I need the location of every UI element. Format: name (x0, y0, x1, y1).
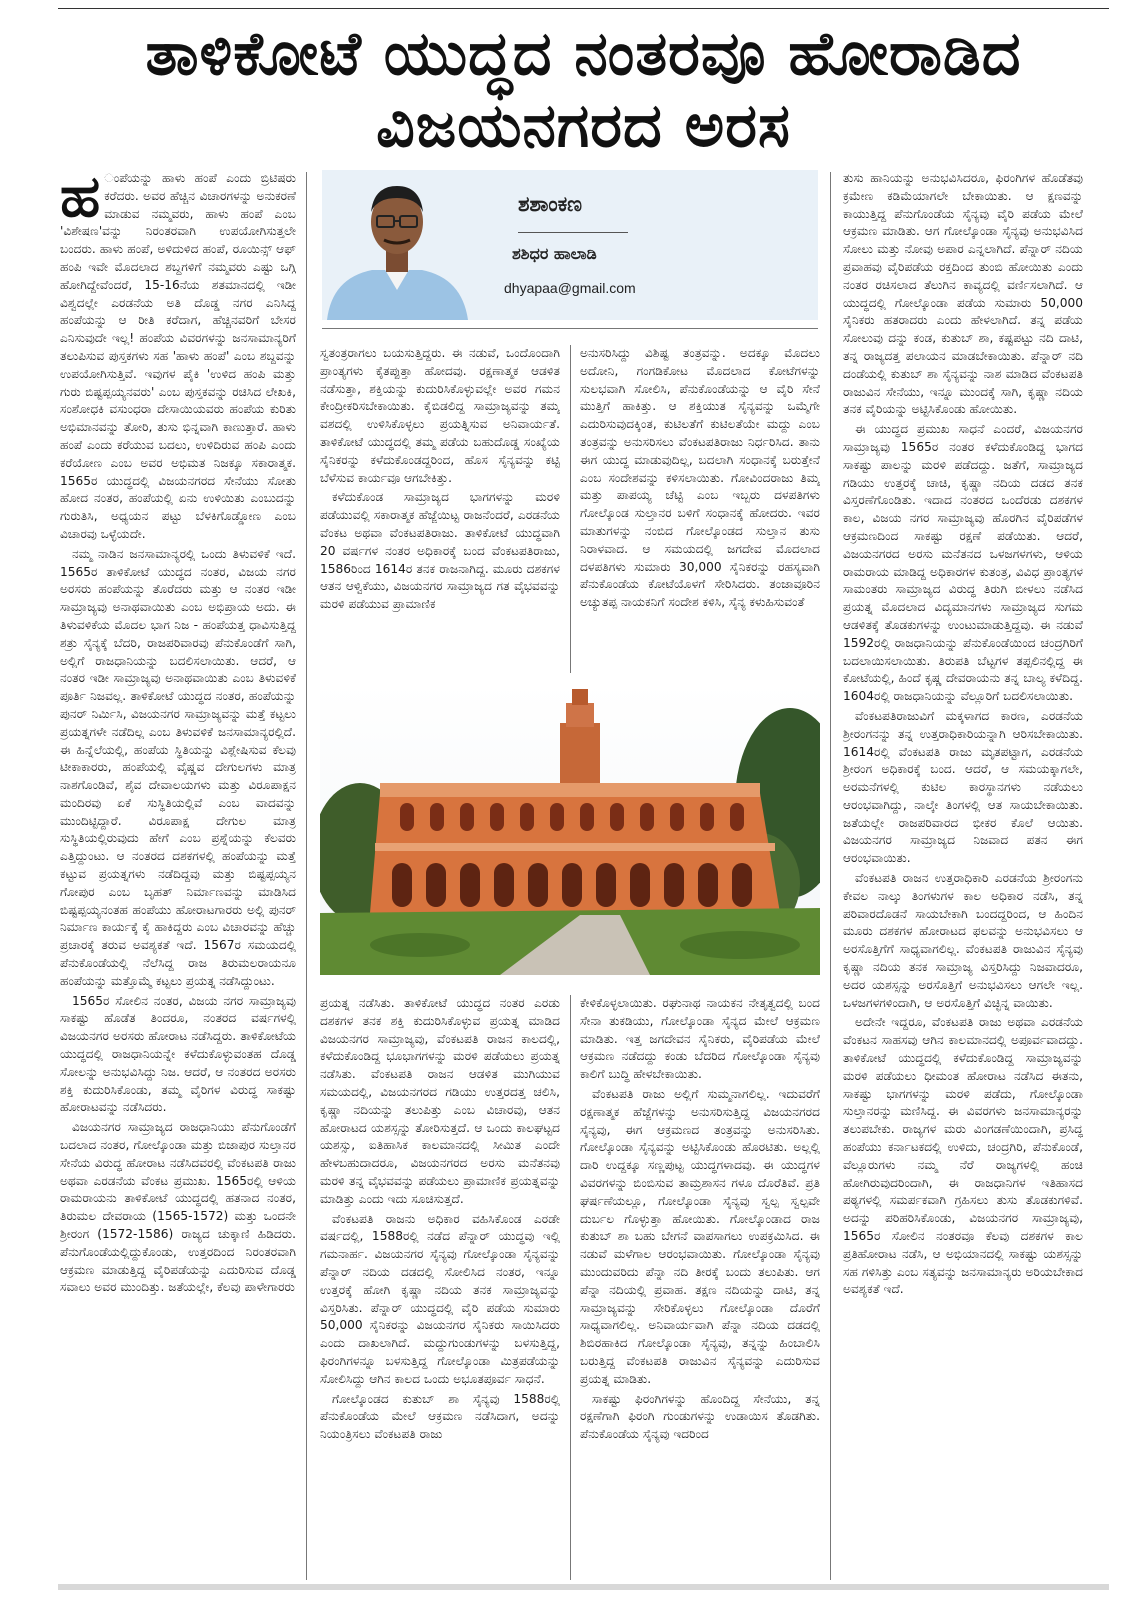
paragraph: ಕಳೆದುಕೊಂಡ ಸಾಮ್ರಾಜ್ಯದ ಭಾಗಗಳನ್ನು ಮರಳಿ ಪಡೆಯುವಲ್ಲಿ ಸಕಾರಾತ್ಮಕ ಹೆಜ್ಜೆಯಿಟ್ಟ ರಾಜನೆಂದರೆ, ಎರಡನೆಯ ವೆಂಕಟ ಅಥವಾ ವೆಂಕಟಪತಿರಾಜು. ತಾಳಿಕೋಟೆ ಯುದ್ಧವಾಗಿ 20 ವರ್ಷಗಳ ನಂತರ ಅಧಿಕಾರಕ್ಕೆ ಬಂದ ವೆಂಕಟಪತಿರಾಜು, 1586ರಿಂದ 1614ರ ತನಕ ರಾಜನಾಗಿದ್ದ. ಮೂರು ದಶಕಗಳ ಆತನ ಆಳ್ವಿಕೆಯು, ವಿಜಯನಗರ ಸಾಮ್ರಾಜ್ಯದ ಗತ ವೈಭವವನ್ನು ಮರಳಿ ಪಡೆಯುವ ಪ್ರಾಮಾಣಿಕ (320, 490, 560, 612)
paragraph: ಗೋಲ್ಕೊಂಡದ ಕುತುಬ್ ಶಾ ಸೈನ್ಯವು 1588ರಲ್ಲಿ ಪೆನುಕೊಂಡೆಯ ಮೇಲೆ ಆಕ್ರಮಣ ನಡೆಸಿದಾಗ, ಅದನ್ನು ನಿಯಂತ್ರಿಸಲು ವೆಂಕಟಪತಿ ರಾಜು (320, 1391, 560, 1442)
author-name: ಶಶಿಧರ ಹಾಲಾಡಿ (512, 244, 597, 263)
byline-box (322, 170, 818, 320)
paragraph: ವೆಂಕಟಪತಿ ರಾಜನು ಅಧಿಕಾರ ವಹಿಸಿಕೊಂಡ ಎರಡೇ ವರ್ಷದಲ್ಲಿ, 1588ರಲ್ಲಿ ನಡೆದ ಪೆನ್ನಾರ್ ಯುದ್ಧವು ಇಲ್ಲಿ ಗಮನಾರ್ಹ. ವಿಜಯನಗರ ಸೈನ್ಯವು ಗೋಲ್ಕೊಂಡಾ ಸೈನ್ಯವನ್ನು ಪೆನ್ನಾರ್ ನದಿಯ ದಡದಲ್ಲಿ ಸೋಲಿಸಿದ ನಂತರ, ಇನ್ನೂ ಉತ್ತರಕ್ಕೆ ಹೋಗಿ ಕೃಷ್ಣಾ ನದಿಯ ತನಕ ಸಾಮ್ರಾಜ್ಯವನ್ನು ವಿಸ್ತರಿಸಿತು. ಪೆನ್ನಾರ್ ಯುದ್ಧದಲ್ಲಿ ವೈರಿ ಪಡೆಯ ಸುಮಾರು 50,000 ಸೈನಿಕರನ್ನು ವಿಜಯನಗರ ಸೈನಿಕರು ಸಾಯಿಸಿದರು ಎಂದು ದಾಖಲಾಗಿದೆ. ಮದ್ದುಗುಂಡುಗಳನ್ನು ಬಳಸುತ್ತಿದ್ದ, ಫಿರಂಗಿಗಳನ್ನೂ ಬಳಸುತ್ತಿದ್ದ ಗೋಲ್ಕೊಂಡಾ ಮಿತ್ರಪಡೆಯನ್ನು ಸೋಲಿಸಿದ್ದು ಆಗಿನ ಕಾಲದ ಒಂದು ಅಭೂತಪೂರ್ವ ಸಾಧನೆ. (320, 1211, 560, 1386)
column-1 (60, 170, 296, 1580)
paragraph: 1565ರ ಸೋಲಿನ ನಂತರ, ವಿಜಯ ನಗರ ಸಾಮ್ರಾಜ್ಯವು ಸಾಕಷ್ಟು ಹೊಡೆತ ತಿಂದರೂ, ನಂತರದ ವರ್ಷಗಳಲ್ಲಿ ವಿಜಯನಗರ ಅರಸರು ಹೋರಾಟ ನಡೆಸಿದ್ದರು. ತಾಳಿಕೋಟೆಯ ಯುದ್ಧದಲ್ಲಿ ರಾಜಧಾನಿಯನ್ನೇ ಕಳೆದುಕೊಳ್ಳುವಂತಹ ದೊಡ್ಡ ಸೋಲನ್ನು ಅನುಭವಿಸಿದ್ದು ನಿಜ. ಆದರೆ, ಆ ನಂತರದ ಅರಸರು ಶಕ್ತಿ ಕುದುರಿಸಿಕೊಂಡು, ತಮ್ಮ ವೈರಿಗಳ ವಿರುದ್ಧ ಸಾಕಷ್ಟು ಹೋರಾಟವನ್ನು ನಡೆಸಿದರು. (60, 993, 296, 1115)
paragraph: ಸಾಕಷ್ಟು ಫಿರಂಗಿಗಳನ್ನು ಹೊಂದಿದ್ದ ಸೇನೆಯು, ತನ್ನ ರಕ್ಷಣೆಗಾಗಿ ಫಿರಂಗಿ ಗುಂಡುಗಳನ್ನು ಉಡಾಯಿಸ ತೊಡಗಿತು. ಪೆನುಕೊಂಡೆಯ ಸೈನ್ಯವು ಇದರಿಂದ (580, 1391, 820, 1442)
headline-line-2: ವಿಜಯನಗರದ ಅರಸ (376, 91, 791, 161)
headline-line-1: ತಾಳಿಕೋಟೆ ಯುದ್ಧದ ನಂತರವೂ ಹೋರಾಡಿದ (145, 19, 1022, 89)
paragraph: ಅನುಸರಿಸಿದ್ದು ವಿಶಿಷ್ಟ ತಂತ್ರವನ್ನು. ಅದಕ್ಕೂ ಮೊದಲು ಅದೋನಿ, ಗಂಗಡಿಕೋಟ ಮೊದಲಾದ ಕೋಟೆಗಳನ್ನು ಸುಲಭವಾಗಿ ಸೋಲಿಸಿ, ಪೆನುಕೊಂಡೆಯನ್ನು ಆ ವೈರಿ ಸೇನೆ ಮುತ್ತಿಗೆ ಹಾಕಿತ್ತು. ಆ ಶಕ್ತಿಯುತ ಸೈನ್ಯವನ್ನು ಒಮ್ಮೆಗೇ ಎದುರಿಸುವುದಕ್ಕಿಂತ, ಕುಟಿಲತೆಗೆ ಕುಟಿಲತೆಯೇ ಮದ್ದು ಎಂಬ ತಂತ್ರವನ್ನು ಅನುಸರಿಸಲು ವೆಂಕಟಪತಿರಾಜು ನಿರ್ಧರಿಸಿದ. ತಾನು ಈಗ ಯುದ್ಧ ಮಾಡುವುದಿಲ್ಲ, ಬದಲಾಗಿ ಸಂಧಾನಕ್ಕೆ ಬರುತ್ತೇನೆ ಎಂಬ ಸಂದೇಶವನ್ನು ಕಳಿಸಲಾಯಿತು. ಗೋವಿಂದರಾಜು ತಿಮ್ಮ ಮತ್ತು ಪಾಪಯ್ಯ ಚೆಟ್ಟಿ ಎಂಬ ಇಬ್ಬರು ದಳಪತಿಗಳು ಗೋಲ್ಕೊಂಡ ಸುಲ್ತಾನರ ಬಳಿಗೆ ಸಂಧಾನಕ್ಕೆ ಹೋದರು. ಇವರ ಮಾತುಗಳನ್ನು ನಂಬಿದ ಗೋಲ್ಕೊಂಡದ ಸುಲ್ತಾನ ತುಸು ನಿರಾಳವಾದ. ಆ ಸಮಯದಲ್ಲಿ ಜಗದೇವ ಮೊದಲಾದ ದಳಪತಿಗಳು ಸುಮಾರು 30,000 ಸೈನಿಕರನ್ನು ರಹಸ್ಯವಾಗಿ ಪೆನುಕೊಂಡೆಯ ಕೋಟೆಯೊಳಗೆ ಸೇರಿಸಿದರು. ತಂಜಾವೂರಿನ ಅಚ್ಯುತಪ್ಪ ನಾಯಕನಿಗೆ ಸಂದೇಶ ಕಳಿಸಿ, ಸೈನ್ಯ ಕಳುಹಿಸುವಂತೆ (580, 346, 820, 610)
column-divider (570, 345, 571, 673)
paragraph: ಕೇಳಿಕೊಳ್ಳಲಾಯಿತು. ರಘುನಾಥ ನಾಯಕನ ನೇತೃತ್ವದಲ್ಲಿ ಬಂದ ಸೇನಾ ತುಕಡಿಯು, ಗೋಲ್ಕೊಂಡಾ ಸೈನ್ಯದ ಮೇಲೆ ಆಕ್ರಮಣ ಮಾಡಿತು. ಇತ್ತ ಜಗದೇವನ ಸೈನಿಕರು, ವೈರಿಪಡೆಯ ಮೇಲೆ ಆಕ್ರಮಣ ನಡೆದದ್ದು ಕಂಡು ಬೆದರಿದ ಗೋಲ್ಕೊಂಡಾ ಸೈನ್ಯವು ಕಾಲಿಗೆ ಬುದ್ಧಿ ಹೇಳಬೇಕಾಯಿತು. (580, 996, 820, 1082)
column-3-top (580, 345, 820, 673)
paragraph: ಪ್ರಯತ್ನ ನಡೆಸಿತು. ತಾಳಿಕೋಟೆ ಯುದ್ಧದ ನಂತರ ಎರಡು ದಶಕಗಳ ತನಕ ಶಕ್ತಿ ಕುದುರಿಸಿಕೊಳ್ಳುವ ಪ್ರಯತ್ನ ಮಾಡಿದ ವಿಜಯನಗರ ಸಾಮ್ರಾಜ್ಯವು, ವೆಂಕಟಪತಿ ರಾಜನ ಕಾಲದಲ್ಲಿ, ಕಳೆದುಕೊಂಡಿದ್ದ ಭೂಭಾಗಗಳನ್ನು ಮರಳಿ ಪಡೆಯಲು ಪ್ರಯತ್ನ ನಡೆಸಿತು. ವೆಂಕಟಪತಿ ರಾಜನ ಆಡಳಿತ ಮುಗಿಯುವ ಸಮಯದಲ್ಲಿ, ವಿಜಯನಗರದ ಗಡಿಯು ಉತ್ತರದತ್ತ ಚಲಿಸಿ, ಕೃಷ್ಣಾ ನದಿಯನ್ನು ತಲುಪಿತ್ತು ಎಂಬ ವಿಚಾರವು, ಆತನ ಹೋರಾಟದ ಯಶಸ್ಸನ್ನು ತೋರಿಸುತ್ತದೆ. ಆ ಒಂದು ಕಾಲಘಟ್ಟದ ಯಶಸ್ಸು, ಐತಿಹಾಸಿಕ ಕಾಲಮಾನದಲ್ಲಿ ಸೀಮಿತ ಎಂದೇ ಹೇಳಬಹುದಾದರೂ, ವಿಜಯನಗರದ ಅರಸು ಮನೆತನವು ಮರಳಿ ತನ್ನ ವೈಭವವನ್ನು ಪಡೆಯಲು ಪ್ರಾಮಾಣಿಕ ಪ್ರಯತ್ನವನ್ನು ಮಾಡಿತ್ತು ಎಂದು ಇದು ಸೂಚಿಸುತ್ತದೆ. (320, 996, 560, 1206)
paragraph: ತುಸು ಹಾನಿಯನ್ನು ಅನುಭವಿಸಿದರೂ, ಫಿರಂಗಿಗಳ ಹೊಡೆತವು ಕ್ರಮೇಣ ಕಡಿಮೆಯಾಗಲೇ ಬೇಕಾಯಿತು. ಆ ಕ್ಷಣವನ್ನು ಕಾಯುತ್ತಿದ್ದ ಪೆನುಗೊಂಡೆಯ ಸೈನ್ಯವು ವೈರಿ ಪಡೆಯ ಮೇಲೆ ಆಕ್ರಮಣ ಮಾಡಿತು. ಆಗ ಗೋಲ್ಕೊಂಡಾ ಸೈನ್ಯವು ಅನುಭವಿಸಿದ ಸೋಲು ಮತ್ತು ನೋವು ಅಪಾರ ಎನ್ನಲಾಗಿದೆ. ಪೆನ್ನಾರ್ ನದಿಯ ಪ್ರವಾಹವು ವೈರಿಪಡೆಯ ರಕ್ತದಿಂದ ತುಂಬಿ ಹೋಯಿತು ಎಂದು ನಂತರ ರಚಿಸಲಾದ ತೆಲುಗಿನ ಕಾವ್ಯದಲ್ಲಿ ವರ್ಣಿಸಲಾಗಿದೆ. ಆ ಯುದ್ಧದಲ್ಲಿ ಗೋಲ್ಕೊಂಡಾ ಪಡೆಯ ಸುಮಾರು 50,000 ಸೈನಿಕರು ಹತರಾದರು ಎಂದು ಹೇಳಲಾಗಿದೆ. ತನ್ನ ಪಡೆಯ ಸೋಲುವು ದನ್ನು ಕಂಡ, ಕುತುಬ್ ಶಾ, ಕಷ್ಟಪಟ್ಟು ನದಿ ದಾಟಿ, ತನ್ನ ರಾಜ್ಯದತ್ತ ಪಲಾಯನ ಮಾಡಬೇಕಾಯಿತು. ಪೆನ್ನಾರ್ ನದಿ ದಂಡೆಯಲ್ಲಿ ಕುತುಬ್ ಶಾ ಸೈನ್ಯವನ್ನು ನಾಶ ಮಾಡಿದ ವೆಂಕಟಪತಿ ರಾಜುವಿನ ಸೇನೆಯು, ಇನ್ನೂ ಮುಂದಕ್ಕೆ ಸಾಗಿ, ಕೃಷ್ಣಾ ನದಿಯ ತನಕ ವೈರಿಯನ್ನು ಅಟ್ಟಿಸಿಕೊಂಡು ಹೋಯಿತು. (843, 171, 1083, 417)
paragraph: ಈ ಯುದ್ಧದ ಪ್ರಮುಖ ಸಾಧನೆ ಎಂದರೆ, ವಿಜಯನಗರ ಸಾಮ್ರಾಜ್ಯವು 1565ರ ನಂತರ ಕಳೆದುಕೊಂಡಿದ್ದ ಭಾಗದ ಸಾಕಷ್ಟು ಪಾಲನ್ನು ಮರಳಿ ಪಡೆದದ್ದು. ಜತೆಗೆ, ಸಾಮ್ರಾಜ್ಯದ ಗಡಿಯು ಉತ್ತರಕ್ಕೆ ಚಾಚಿ, ಕೃಷ್ಣಾ ನದಿಯ ದಡದ ತನಕ ವಿಸ್ತರಣೆಗೊಂಡಿತು. ಇದಾದ ನಂತರದ ಒಂದೆರಡು ದಶಕಗಳ ಕಾಲ, ವಿಜಯ ನಗರ ಸಾಮ್ರಾಜ್ಯವು ಹೊರಗಿನ ವೈರಿಪಡೆಗಳ ಆಕ್ರಮಣದಿಂದ ಸಾಕಷ್ಟು ರಕ್ಷಣೆ ಪಡೆಯಿತು. ಆದರೆ, ವಿಜಯನಗರದ ಅರಸು ಮನೆತನದ ಒಳಜಗಳಗಳು, ಆಳಿಯ ರಾಮರಾಯ ಮಾಡಿದ್ದ ಅಧಿಕಾರಗಳ ಕುತಂತ್ರ, ವಿವಿಧ ಪ್ರಾಂತ್ಯಗಳ ಸಾಮಂತರು ಸಾಮ್ರಾಜ್ಯದ ವಿರುದ್ಧ ತಿರುಗಿ ಬೀಳಲು ನಡೆಸಿದ ಪ್ರಯತ್ನ ಮೊದಲಾದ ವಿದ್ಯಮಾನಗಳು ಸಾಮ್ರಾಜ್ಯದ ಸುಗಮ ಆಡಳಿತಕ್ಕೆ ತೊಡಕುಗಳನ್ನು ಉಂಟುಮಾಡುತ್ತಿದ್ದವು. ಈ ನಡುವೆ 1592ರಲ್ಲಿ ರಾಜಧಾನಿಯನ್ನು ಪೆನುಕೊಂಡೆಯಿಂದ ಚಂದ್ರಗಿರಿಗೆ ಬದಲಾಯಿಸಲಾಯಿತು. ತಿರುಪತಿ ಬೆಟ್ಟಗಳ ತಪ್ಪಲಿನಲ್ಲಿದ್ದ ಈ ಕೋಟೆಯಲ್ಲಿ, ಹಿಂದೆ ಕೃಷ್ಣ ದೇವರಾಯನು ತನ್ನ ಬಾಲ್ಯ ಕಳೆದಿದ್ದ. 1604ರಲ್ಲಿ ರಾಜಧಾನಿಯನ್ನು ವೆಲ್ಲೂರಿಗೆ ಬದಲಿಸಲಾಯಿತು. (843, 422, 1083, 704)
paragraph: ವೆಂಕಟಪತಿ ರಾಜು ಅಲ್ಲಿಗೆ ಸುಮ್ಮನಾಗಲಿಲ್ಲ. ಇದುವರೆಗೆ ರಕ್ಷಣಾತ್ಮಕ ಹೆಜ್ಜೆಗಳನ್ನು ಅನುಸರಿಸುತ್ತಿದ್ದ ವಿಜಯನಗರದ ಸೈನ್ಯವು, ಈಗ ಆಕ್ರಮಣದ ತಂತ್ರವನ್ನು ಅನುಸರಿಸಿತು. ಗೋಲ್ಕೊಂಡಾ ಸೈನ್ಯವನ್ನು ಅಟ್ಟಿಸಿಕೊಂಡು ಹೊರಟಿತು. ಅಲ್ಲಲ್ಲಿ ದಾರಿ ಉದ್ದಕ್ಕೂ ಸಣ್ಣಪುಟ್ಟ ಯುದ್ಧಗಳಾದವು. ಈ ಯುದ್ಧಗಳ ವಿವರಗಳನ್ನು ಬಿಂಬಿಸುವ ತಾಮ್ರಶಾಸನ ಗಳೂ ದೊರೆತಿವೆ. ಪ್ರತಿ ಘರ್ಷಣೆಯಲ್ಲೂ, ಗೋಲ್ಕೊಂಡಾ ಸೈನ್ಯವು ಸ್ವಲ್ಪ ಸ್ವಲ್ಪವೇ ದುರ್ಬಲ ಗೊಳ್ಳುತ್ತಾ ಹೋಯಿತು. ಗೋಲ್ಕೊಂಡಾದ ರಾಜ ಕುತುಬ್ ಶಾ ಬಹು ಬೇಗನೆ ವಾಪಸಾಗಲು ಉಪಕ್ರಮಿಸಿದ. ಈ ನಡುವೆ ಮಳೆಗಾಲ ಆರಂಭವಾಯಿತು. ಗೋಲ್ಕೊಂಡಾ ಸೈನ್ಯವು ಮುಂದುವರಿದು ಪೆನ್ನಾ ನದಿ ತೀರಕ್ಕೆ ಬಂದು ತಲುಪಿತು. ಆಗ ಪೆನ್ನಾ ನದಿಯಲ್ಲಿ ಪ್ರವಾಹ. ತಕ್ಷಣ ನದಿಯನ್ನು ದಾಟಿ, ತನ್ನ ಸಾಮ್ರಾಜ್ಯವನ್ನು ಸೇರಿಕೊಳ್ಳಲು ಗೋಲ್ಕೊಂಡಾ ದೊರೆಗೆ ಸಾಧ್ಯವಾಗಲಿಲ್ಲ. ಅನಿವಾರ್ಯವಾಗಿ ಪೆನ್ನಾ ನದಿಯ ದಡದಲ್ಲಿ ಶಿಬಿರಹಾಕಿದ ಗೋಲ್ಕೊಂಡಾ ಸೈನ್ಯವು, ತನ್ನನ್ನು ಹಿಂಬಾಲಿಸಿ ಬರುತ್ತಿದ್ದ ವೆಂಕಟಪತಿ ರಾಜುವಿನ ಸೈನ್ಯವನ್ನು ಎದುರಿಸುವ ಪ್ರಯತ್ನ ಮಾಡಿತು. (580, 1086, 820, 1386)
byline-underline (322, 328, 818, 329)
author-portrait (322, 170, 472, 320)
paragraph: ನಮ್ಮ ನಾಡಿನ ಜನಸಾಮಾನ್ಯರಲ್ಲಿ ಒಂದು ತಿಳುವಳಿಕೆ ಇದೆ. 1565ರ ತಾಳಿಕೋಟೆ ಯುದ್ಧದ ನಂತರ, ವಿಜಯ ನಗರ ಅರಸರು ಹಂಪೆಯನ್ನು ತೊರೆದರು ಮತ್ತು ಆ ನಂತರ ಇಡೀ ಸಾಮ್ರಾಜ್ಯವು ಅನಾಥವಾಯಿತು ಎಂಬ ಅಭಿಪ್ರಾಯ ಅದು. ಈ ತಿಳುವಳಿಕೆಯ ಮೊದಲ ಭಾಗ ನಿಜ - ಹಂಪೆಯತ್ತ ಧಾವಿಸುತ್ತಿದ್ದ ಶತ್ರು ಸೈನ್ಯಕ್ಕೆ ಬೆದರಿ, ರಾಜಪರಿವಾರವು ಪೆನುಕೊಂಡೆಗೆ ಸಾಗಿ, ಅಲ್ಲಿಗೆ ರಾಜಧಾನಿಯನ್ನು ಬದಲಿಸಲಾಯಿತು. ಆದರೆ, ಆ ನಂತರ ಇಡೀ ಸಾಮ್ರಾಜ್ಯವು ಅನಾಥವಾಯಿತು ಎಂಬ ತಿಳುವಳಿಕೆ ಪೂರ್ತಿ ನಿಜವಲ್ಲ. ತಾಳಿಕೋಟೆ ಯುದ್ಧದ ನಂತರ, ಹಂಪೆಯನ್ನು ಪುನರ್ ನಿರ್ಮಿಸಿ, ವಿಜಯನಗರ ಸಾಮ್ರಾಜ್ಯವನ್ನು ಮತ್ತೆ ಕಟ್ಟಲು ಪ್ರಯತ್ನಗಳೇ ನಡೆದಿಲ್ಲ ಎಂಬ ತಿಳುವಳಿಕೆ ಜನಸಾಮಾನ್ಯರಲ್ಲಿದೆ. ಈ ಹಿನ್ನೆಲೆಯಲ್ಲಿ, ಹಂಪೆಯ ಸ್ಥಿತಿಯನ್ನು ವಿಶ್ಲೇಷಿಸುವ ಕೆಲವು ಟೀಕಾಕಾರರು, ಹಂಪೆಯಲ್ಲಿ ವೈಷ್ಣವ ದೇಗುಲಗಳು ಮಾತ್ರ ನಾಶಗೊಂಡಿವೆ, ಶೈವ ದೇವಾಲಯಗಳು ಮತ್ತು ವಿರೂಪಾಕ್ಷನ ಮಂದಿರವು ಏಕೆ ಸುಸ್ಥಿತಿಯಲ್ಲಿವೆ ಎಂಬ ವಾದವನ್ನು ಮುಂದಿಟ್ಟಿದ್ದಾರೆ. ವಿರೂಪಾಕ್ಷ ದೇಗುಲ ಮಾತ್ರ ಸುಸ್ಥಿತಿಯಲ್ಲಿರುವುದು ಹೇಗೆ ಎಂಬ ಪ್ರಶ್ನೆಯನ್ನು ಕೆಲವರು ಎತ್ತಿದ್ದುಂಟು. ಆ ನಂತರದ ದಶಕಗಳಲ್ಲಿ ಹಂಪೆಯನ್ನು ಮತ್ತೆ ಕಟ್ಟುವ ಪ್ರಯತ್ನಗಳು ನಡೆದಿದ್ದವು ಮತ್ತು ಬಿಷ್ಟಪ್ಪಯ್ಯನ ಗೋಪುರ ಎಂಬ ಬೃಹತ್ ನಿರ್ಮಾಣವನ್ನು ಮಾಡಿಸಿದ ಬಿಷ್ಟಪ್ಪಯ್ಯನಂತಹ ಹಂಪೆಯು ಹೋರಾಟಗಾರರು ಅಲ್ಲಿ ಪುನರ್ ನಿರ್ಮಾಣ ಕಾರ್ಯಕ್ಕೆ ಕೈ ಹಾಕಿದ್ದರು ಎಂಬ ವಿಚಾರವನ್ನು ಹೆಚ್ಚು ಪ್ರಚಾರಕ್ಕೆ ತರುವ ಅವಶ್ಯಕತೆ ಇದೆ. 1567ರ ಸಮಯದಲ್ಲಿ ಪೆನುಕೊಂಡೆಯಲ್ಲಿ ನೆಲೆಸಿದ್ದ ರಾಜ ತಿರುಮಲರಾಯನೂ ಹಂಪೆಯನ್ನು ಮತ್ತೊಮ್ಮೆ ಕಟ್ಟಲು ಪ್ರಯತ್ನ ನಡೆಸಿದ್ದುಂಟು. (60, 546, 296, 988)
column-name: ಶಶಾಂಕಣ (518, 192, 583, 216)
author-email: dhyapaa@gmail.com (504, 280, 636, 296)
column-3-bottom (580, 995, 820, 1580)
paragraph: ವೆಂಕಟಪತಿರಾಜುವಿಗೆ ಮಕ್ಕಳಾಗದ ಕಾರಣ, ಎರಡನೆಯ ಶ್ರೀರಂಗನನ್ನು ತನ್ನ ಉತ್ತರಾಧಿಕಾರಿಯನ್ನಾಗಿ ಆರಿಸಬೇಕಾಯಿತು. 1614ರಲ್ಲಿ ವೆಂಕಟಪತಿ ರಾಜು ಮೃತಪಟ್ಟಾಗ, ಎರಡನೆಯ ಶ್ರೀರಂಗ ಅಧಿಕಾರಕ್ಕೆ ಬಂದ. ಆದರೆ, ಆ ಸಮಯಕ್ಕಾಗಲೇ, ಅರಮನೆಗಳಲ್ಲಿ ಕುಟಿಲ ಕಾರಸ್ಥಾನಗಳು ನಡೆಯಲು ಆರಂಭವಾಗಿದ್ದು, ನಾಲ್ಕೇ ತಿಂಗಳಲ್ಲಿ ಆತ ಸಾಯಬೇಕಾಯಿತು. ಜತೆಯಲ್ಲೇ ರಾಜಪರಿವಾರದ ಭೀಕರ ಕೊಲೆ ಆಯಿತು. ವಿಜಯನಗರ ಸಾಮ್ರಾಜ್ಯದ ನಿಜವಾದ ಪತನ ಈಗ ಆರಂಭವಾಯಿತು. (843, 708, 1083, 866)
palace-photo (320, 683, 820, 975)
column-divider (830, 172, 831, 1580)
byline-rule (518, 232, 628, 233)
paragraph: ಅದೇನೇ ಇದ್ದರೂ, ವೆಂಕಟಪತಿ ರಾಜು ಅಥವಾ ಎರಡನೆಯ ವೆಂಕಟನ ಸಾಹಸವು ಆಗಿನ ಕಾಲಮಾನದಲ್ಲಿ ಅಪೂರ್ವವಾದದ್ದು. ತಾಳಿಕೋಟೆ ಯುದ್ಧದಲ್ಲಿ ಕಳೆದುಕೊಂಡಿದ್ದ ಸಾಮ್ರಾಜ್ಯವನ್ನು ಮರಳಿ ಪಡೆಯಲು ಧೀಮಂತ ಹೋರಾಟ ನಡೆಸಿದ ಈತನು, ಸಾಕಷ್ಟು ಭಾಗಗಳನ್ನು ಮರಳಿ ಪಡೆದು, ಗೋಲ್ಕೊಂಡಾ ಸುಲ್ತಾನರನ್ನು ಮಣಿಸಿದ್ದ. ಈ ವಿವರಗಳು ಜನಸಾಮಾನ್ಯರನ್ನು ತಲುಪಬೇಕು. ರಾಜ್ಯಗಳ ಮರು ವಿಂಗಡಣೆಯಿಂದಾಗಿ, ಪ್ರಸಿದ್ಧ ಹಂಪೆಯು ಕರ್ನಾಟಕದಲ್ಲಿ ಉಳಿದು, ಚಂದ್ರಗಿರಿ, ಪೆನುಕೊಂಡೆ, ವೆಲ್ಲೂರುಗಳು ನಮ್ಮ ನೆರೆ ರಾಜ್ಯಗಳಲ್ಲಿ ಹಂಚಿ ಹೋಗಿರುವುದರಿಂದಾಗಿ, ಈ ರಾಜಧಾನಿಗಳ ಇತಿಹಾಸದ ಪಠ್ಯಗಳಲ್ಲಿ ಸಮರ್ಪಕವಾಗಿ ಗ್ರಹಿಸಲು ತುಸು ತೊಡಕುಗಳಿವೆ. ಅದನ್ನು ಪರಿಹರಿಸಿಕೊಂಡು, ವಿಜಯನಗರ ಸಾಮ್ರಾಜ್ಯವು, 1565ರ ಸೋಲಿನ ನಂತರವೂ ಕೆಲವು ದಶಕಗಳ ಕಾಲ ಪ್ರತಿಹೋರಾಟ ನಡೆಸಿ, ಆ ಅಭಿಯಾನದಲ್ಲಿ ಸಾಕಷ್ಟು ಯಶಸ್ಸನ್ನು ಸಹ ಗಳಿಸಿತ್ತು ಎಂಬ ಸತ್ಯವನ್ನು ಜನಸಾಮಾನ್ಯರು ಅರಿಯಬೇಕಾದ ಅವಶ್ಯಕತೆ ಇದೆ. (843, 1015, 1083, 1297)
column-divider (306, 172, 307, 1580)
column-2-top (320, 345, 560, 673)
column-4 (843, 170, 1083, 1580)
drop-cap: ಹ (60, 170, 101, 230)
paragraph: ಹ ಂಪೆಯನ್ನು ಹಾಳು ಹಂಪೆ ಎಂದು ಬ್ರಿಟಿಷರು ಕರೆದರು. ಅವರ ಹೆಚ್ಚಿನ ವಿಚಾರಗಳನ್ನು ಅನುಕರಣೆ ಮಾಡುವ ನಮ್ಮವರು, ಹಾಳು ಹಂಪೆ ಎಂಬ 'ವಿಶೇಷಣ'ವನ್ನು ನಿರಂತರವಾಗಿ ಉಪಯೋಗಿಸುತ್ತಲೇ ಬಂದರು. ಹಾಳು ಹಂಪೆ, ಅಳಿದುಳಿದ ಹಂಪೆ, ರೂಯಿನ್ಸ್ ಆಫ್ ಹಂಪಿ ಇವೇ ಮೊದಲಾದ ಶಬ್ದಗಳಿಗೆ ನಮ್ಮವರು ಎಷ್ಟು ಒಗ್ಗಿ ಹೋಗಿದ್ದೇವೆಂದರೆ, 15-16ನೆಯ ಶತಮಾನದಲ್ಲಿ ಇಡೀ ವಿಶ್ವದಲ್ಲೇ ಎರಡನೆಯ ಅತಿ ದೊಡ್ಡ ನಗರ ಎನಿಸಿದ್ದ ಹಂಪೆಯನ್ನು ಆ ರೀತಿ ಕರೆದಾಗ, ಹೆಚ್ಚಿನವರಿಗೆ ಬೇಸರ ಎನಿಸುವುದೇ ಇಲ್ಲ! ಹಂಪೆಯ ವಿವರಗಳನ್ನು ಜನಸಾಮಾನ್ಯರಿಗೆ ತಲುಪಿಸುವ ಪುಸ್ತಕಗಳು ಸಹ 'ಹಾಳು ಹಂಪೆ' ಎಂಬ ಶಬ್ದವನ್ನು ಉಪಯೋಗಿಸುತ್ತಿವೆ. ಇವುಗಳ ಪೈಕಿ 'ಉಳಿದ ಹಂಪಿ ಮತ್ತು ಗುರು ಬಿಷ್ಟಪ್ಪಯ್ಯನವರು' ಎಂಬ ಪುಸ್ತಕವನ್ನು ರಚಿಸಿದ ಲೇಖಕಿ, ಸಂಶೋಧಕಿ ವಸುಂಧರಾ ದೇಸಾಯಿಯವರು ಹಂಪೆಯ ಕುರಿತು ಅಭಿಮಾನವನ್ನು ತೋರಿ, ತುಸು ಭಿನ್ನವಾಗಿ ಕಾಣುತ್ತಾರೆ. ಹಾಳು ಹಂಪೆ ಎಂದು ಕರೆಯುವ ಬದಲು, ಉಳಿದಿರುವ ಹಂಪಿ ಎಂದು ಕರೆಯೋಣ ಎಂಬ ಅವರ ಅಭಿಮತ ನಿಜಕ್ಕೂ ಸಕಾರಾತ್ಮಕ. 1565ರ ಯುದ್ಧದಲ್ಲಿ ವಿಜಯನಗರದ ಸೇನೆಯು ಸೋತು ಹೋದ ನಂತರ, ಹಂಪೆಯಲ್ಲಿ ಏನು ಉಳಿಯಿತು ಎಂಬುದನ್ನು ಗುರುತಿಸಿ, ಅಧ್ಯಯನ ಪಟ್ಟು ಬೆಳಕಿಗೊಡ್ಡೋಣ ಎಂಬ ವಿಚಾರವು ಒಳ್ಳೆಯದೇ. (60, 170, 296, 541)
top-rule (58, 8, 1109, 9)
column-2-bottom (320, 995, 560, 1580)
bottom-bar (58, 1584, 1109, 1590)
paragraph: ವಿಜಯನಗರ ಸಾಮ್ರಾಜ್ಯದ ರಾಜಧಾನಿಯು ಪೆನುಗೊಂಡೆಗೆ ಬದಲಾದ ನಂತರ, ಗೋಲ್ಕೊಂಡಾ ಮತ್ತು ಬಿಜಾಪುರ ಸುಲ್ತಾನರ ಸೇನೆಯ ವಿರುದ್ಧ ಹೋರಾಟ ನಡೆಸಿದವರಲ್ಲಿ ವೆಂಕಟಪತಿ ರಾಜು ಅಥವಾ ಎರಡನೆಯ ವೆಂಕಟ ಪ್ರಮುಖ. 1565ರಲ್ಲಿ ಆಳಿಯ ರಾಮರಾಯನು ತಾಳಿಕೋಟೆ ಯುದ್ಧದಲ್ಲಿ ಹತನಾದ ನಂತರ, ತಿರುಮಲ ದೇವರಾಯ (1565-1572) ಮತ್ತು ಒಂದನೇ ಶ್ರೀರಂಗ (1572-1586) ರಾಜ್ಯದ ಚುಕ್ಕಾಣಿ ಹಿಡಿದರು. ಪೆನುಗೊಂಡೆಯಲ್ಲಿದ್ದುಕೊಂಡು, ಉತ್ತರದಿಂದ ನಿರಂತರವಾಗಿ ಆಕ್ರಮಣ ಮಾಡುತ್ತಿದ್ದ ವೈರಿಪಡೆಯನ್ನು ಎದುರಿಸುವ ದೊಡ್ಡ ಸವಾಲು ಅವರ ಮುಂದಿತ್ತು. ಜತೆಯಲ್ಲೇ, ಕೆಲವು ಪಾಳೇಗಾರರು (60, 1120, 296, 1295)
headline (58, 18, 1109, 162)
column-divider (570, 995, 571, 1580)
paragraph: ವೆಂಕಟಪತಿ ರಾಜನ ಉತ್ತರಾಧಿಕಾರಿ ಎರಡನೆಯ ಶ್ರೀರಂಗನು ಕೇವಲ ನಾಲ್ಕು ತಿಂಗಳುಗಳ ಕಾಲ ಅಧಿಕಾರ ನಡೆಸಿ, ತನ್ನ ಪರಿವಾರದೊಡನೆ ಸಾಯಬೇಕಾಗಿ ಬಂದದ್ದರಿಂದ, ಆ ಹಿಂದಿನ ಮೂರು ದಶಕಗಳ ಹೋರಾಟದ ಫಲವನ್ನು ಅನುಭವಿಸಲು ಆ ಅರಸೊತ್ತಿಗೆಗೆ ಸಾಧ್ಯವಾಗಲಿಲ್ಲ. ವೆಂಕಟಪತಿ ರಾಜುವಿನ ಸೈನ್ಯವು ಕೃಷ್ಣಾ ನದಿಯ ತನಕ ಸಾಮ್ರಾಜ್ಯ ವಿಸ್ತರಿಸಿದ್ದು ನಿಜವಾದರೂ, ಅದರ ಯಶಸ್ಸನ್ನು ಅರಸೊತ್ತಿಗೆ ಅನುಭವಿಸಲು ಆಗಲೇ ಇಲ್ಲ. ಒಳಜಗಳಗಳಿಂದಾಗಿ, ಆ ಅರಸೊತ್ತಿಗೆ ವಿಚ್ಛಿನ್ನ ವಾಯಿತು. (843, 871, 1083, 1010)
paragraph: ಸ್ವತಂತ್ರರಾಗಲು ಬಯಸುತ್ತಿದ್ದರು. ಈ ನಡುವೆ, ಒಂದೊಂದಾಗಿ ಪ್ರಾಂತ್ಯಗಳು ಕೈತಪ್ಪುತ್ತಾ ಹೋದವು. ರಕ್ಷಣಾತ್ಮಕ ಆಡಳಿತ ನಡೆಸುತ್ತಾ, ಶಕ್ತಿಯನ್ನು ಕುದುರಿಸಿಕೊಳ್ಳುವಲ್ಲೇ ಅವರ ಗಮನ ಕೇಂದ್ರೀಕರಿಸಬೇಕಾಯಿತು. ಕೈಬಿಡಲಿದ್ದ ಸಾಮ್ರಾಜ್ಯವನ್ನು ತಮ್ಮ ವಶದಲ್ಲಿ ಉಳಿಸಿಕೊಳ್ಳಲು ಪ್ರಯತ್ನಿಸುವ ಅನಿವಾರ್ಯತೆ. ತಾಳಿಕೋಟೆ ಯುದ್ಧದಲ್ಲಿ ತಮ್ಮ ಪಡೆಯ ಬಹುದೊಡ್ಡ ಸಂಖ್ಯೆಯ ಸೈನಿಕರನ್ನು ಕಳೆದುಕೊಂಡದ್ದರಿಂದ, ಹೊಸ ಸೈನ್ಯವನ್ನು ಕಟ್ಟಿ ಬೆಳೆಸುವ ಕಾರ್ಯವೂ ಆಗಬೇಕಿತ್ತು. (320, 346, 560, 485)
